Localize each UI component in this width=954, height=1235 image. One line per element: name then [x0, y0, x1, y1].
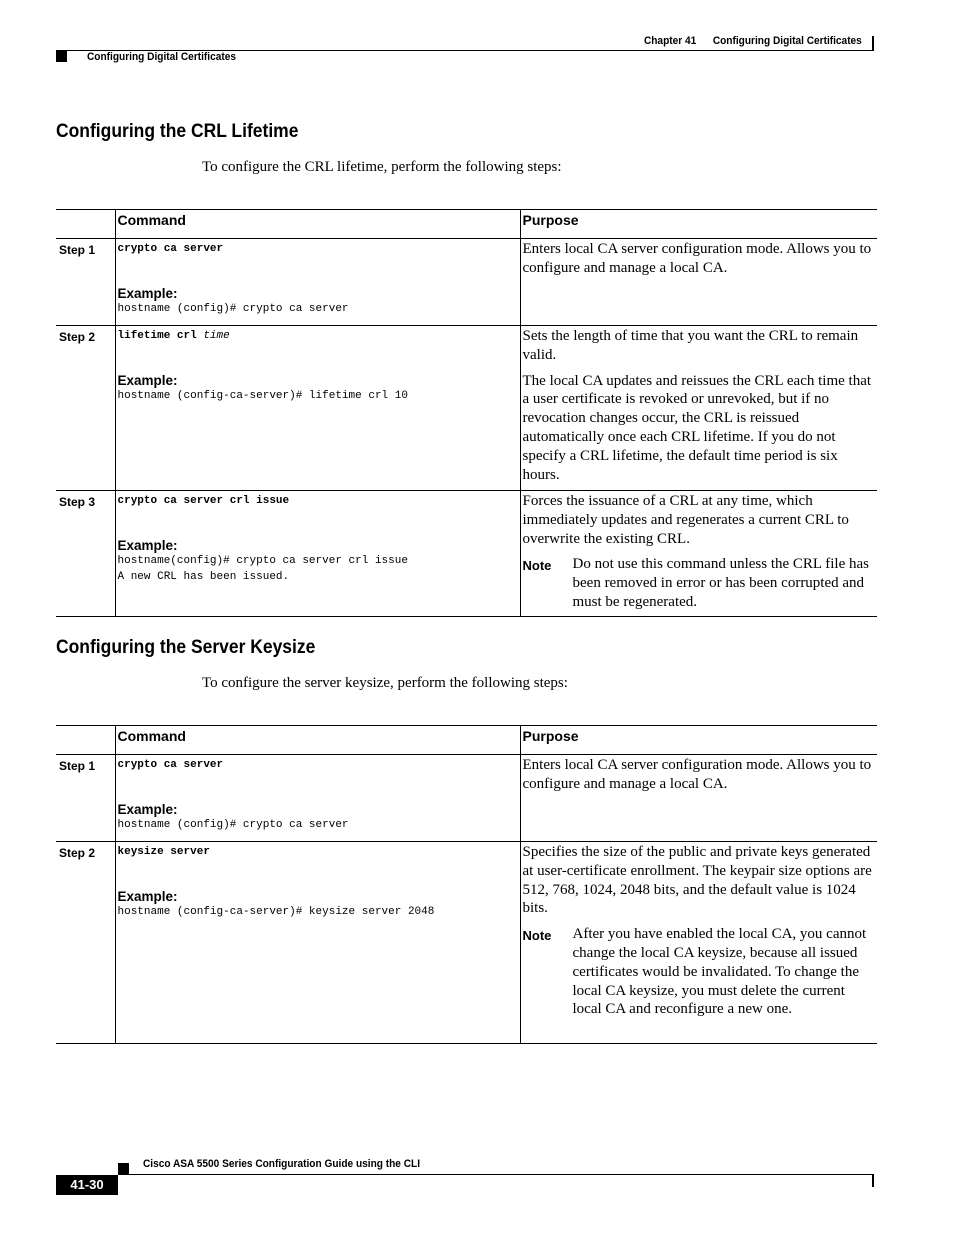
- example-label: Example:: [117, 538, 178, 553]
- note-text: After you have enabled the local CA, you cannot change the local CA keysize, because all issued certificates would be invalidated. To change the local CA keysize, you must delete the current local CA and reconfigure a new one.: [572, 926, 867, 1018]
- running-header-chapter: [644, 35, 862, 47]
- example-label: Example:: [117, 802, 178, 817]
- table-row: [56, 239, 877, 326]
- purpose-text-detail: The local CA updates and reissues the CRL each time that a user certificate is revoked or unrevoked, but if no revocation changes occur, the CRL is reissued automatically once each CRL lifetime. If you do not specify a CRL lifetime, the default time period is six hours.: [522, 372, 872, 483]
- table-header-row: [56, 726, 877, 755]
- command-argument: time: [203, 330, 230, 342]
- example-line: hostname (config-ca-server)# lifetime crl 10: [117, 390, 408, 402]
- purpose-cell: [520, 842, 877, 1044]
- table-row: [56, 842, 877, 1044]
- purpose-text: Forces the issuance of a CRL at any time, which immediately updates and regenerates a current CRL to overwrite the existing CRL.: [522, 493, 849, 547]
- note-block: [523, 555, 878, 611]
- header-vertical-bar: [872, 36, 874, 51]
- intro-server-keysize: To configure the server keysize, perform the following steps:: [202, 675, 568, 691]
- command-text: crypto ca server: [117, 243, 224, 255]
- command-text: keysize server: [117, 846, 210, 858]
- server-keysize-table: [56, 725, 877, 1044]
- note-label: Note: [522, 558, 552, 574]
- example-label: Example:: [117, 286, 178, 301]
- command-text: [118, 330, 520, 342]
- footer-square-marker: [118, 1163, 129, 1174]
- command-cell: [115, 239, 520, 326]
- purpose-cell: [520, 239, 877, 326]
- purpose-text: Enters local CA server configuration mode. Allows you to configure and manage a local CA.: [522, 757, 872, 792]
- note-label: Note: [522, 928, 552, 944]
- purpose-text: Specifies the size of the public and private keys generated at user-certificate enrollment. The keypair size options are 512, 768, 1024, 2048 bits, and the default value is 1024 bits.: [522, 844, 872, 917]
- command-text: crypto ca server: [117, 759, 224, 771]
- footer-book-title: Cisco ASA 5500 Series Configuration Guide using the CLI: [143, 1158, 421, 1170]
- purpose-text: Sets the length of time that you want the CRL to remain valid.: [522, 328, 859, 363]
- footer-vertical-bar: [872, 1175, 874, 1187]
- command-keyword: lifetime crl: [117, 330, 197, 342]
- example-line: hostname(config)# crypto ca server crl issue: [117, 555, 408, 567]
- command-cell: [115, 755, 520, 842]
- intro-crl-lifetime: To configure the CRL lifetime, perform the following steps:: [202, 159, 562, 175]
- example-line: A new CRL has been issued.: [117, 571, 290, 583]
- section-heading-server-keysize: Configuring the Server Keysize: [56, 637, 316, 658]
- chapter-number: Chapter 41: [644, 35, 697, 47]
- example-label: Example:: [117, 889, 178, 904]
- page-number: 41-30: [56, 1175, 118, 1195]
- example-label: Example:: [117, 373, 178, 388]
- purpose-column-header: Purpose: [520, 210, 877, 239]
- note-block: [523, 925, 878, 1019]
- example-line: hostname (config)# crypto ca server: [117, 303, 349, 315]
- purpose-cell: [520, 755, 877, 842]
- example-line: hostname (config-ca-server)# keysize server 2048: [117, 906, 435, 918]
- step-label: Step 2: [56, 842, 115, 1044]
- footer-rule: [118, 1174, 874, 1175]
- command-text: crypto ca server crl issue: [117, 495, 290, 507]
- step-label: Step 2: [56, 326, 115, 491]
- step-label: Step 3: [56, 491, 115, 617]
- header-square-marker: [56, 51, 67, 62]
- command-cell: [115, 842, 520, 1044]
- running-header-section: Configuring Digital Certificates: [87, 51, 237, 63]
- note-text: Do not use this command unless the CRL file has been removed in error or has been corrupted and must be regenerated.: [572, 556, 869, 610]
- command-cell: [115, 491, 520, 617]
- command-cell: [115, 326, 520, 491]
- table-header-row: [56, 210, 877, 239]
- command-column-header: Command: [115, 210, 520, 239]
- section-heading-crl-lifetime: Configuring the CRL Lifetime: [56, 121, 299, 142]
- purpose-column-header: Purpose: [520, 726, 877, 755]
- table-row: [56, 326, 877, 491]
- chapter-title: Configuring Digital Certificates: [712, 35, 862, 47]
- purpose-text: Enters local CA server configuration mode. Allows you to configure and manage a local CA.: [522, 241, 872, 276]
- step-column-header: [56, 726, 115, 755]
- purpose-cell: [520, 491, 877, 617]
- table-row: [56, 491, 877, 617]
- table-row: [56, 755, 877, 842]
- purpose-cell: [520, 326, 877, 491]
- step-column-header: [56, 210, 115, 239]
- command-column-header: Command: [115, 726, 520, 755]
- step-label: Step 1: [56, 239, 115, 326]
- crl-lifetime-table: [56, 209, 877, 617]
- step-label: Step 1: [56, 755, 115, 842]
- example-line: hostname (config)# crypto ca server: [117, 819, 349, 831]
